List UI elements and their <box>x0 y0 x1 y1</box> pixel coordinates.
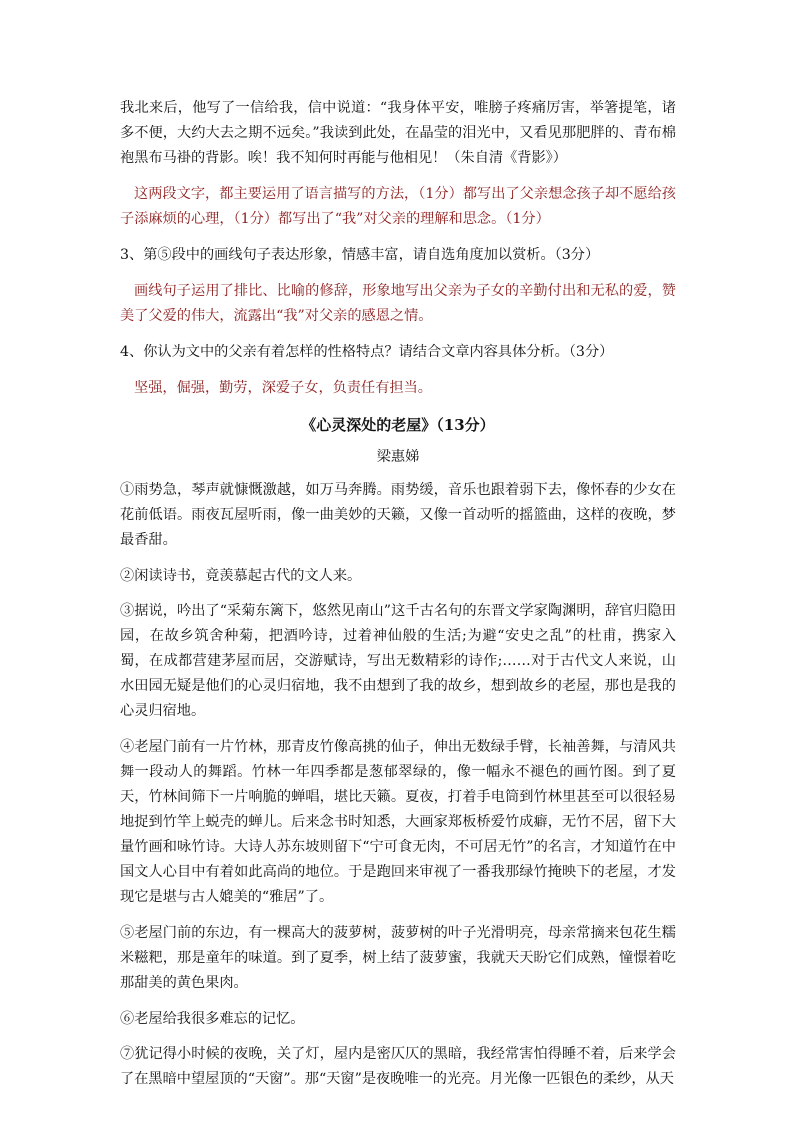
article-paragraph-1: ①雨势急，琴声就慷慨激越，如万马奔腾。雨势缓，音乐也跟着弱下去，像怀春的少女在花前低语。雨夜瓦屋听雨，像一曲美妙的天籁，又像一首动听的摇篮曲，这样的夜晚，梦最香甜。 <box>120 482 676 548</box>
answer-2: 这两段文字，都主要运用了语言描写的方法，（1分）都写出了父亲想念孩子却不愿给孩子添麻烦的心理，（1分）都写出了“我”对父亲的理解和思念。（1分） <box>120 186 676 227</box>
article-paragraph-7: ⑦犹记得小时候的夜晚，关了灯，屋内是密仄仄的黑暗，我经常害怕得睡不着，后来学会了在黑暗中望屋顶的“天窗”。那“天窗”是夜晚唯一的光亮。月光像一匹银色的柔纱，从天 <box>120 1046 676 1087</box>
quoted-letter-paragraph: 我北来后，他写了一信给我，信中说道：“我身体平安，唯膀子疼痛厉害，举箸提笔，诸多不便，大约大去之期不远矣。”我读到此处，在晶莹的泪光中，又看见那肥胖的、青布棉袍黑布马褂的背影。唉！我不知何时再能与他相见！（朱自清《背影》） <box>120 100 676 166</box>
question-4: 4、你认为文中的父亲有着怎样的性格特点？请结合文章内容具体分析。（3分） <box>120 344 614 360</box>
article-paragraph-5: ⑤老屋门前的东边，有一棵高大的菠萝树，菠萝树的叶子光滑明亮，母亲常摘来包花生糯米糍粑，那是童年的味道。到了夏季，树上结了菠萝蜜，我就天天盼它们成熟，憧憬着吃那甜美的黄色果肉。 <box>120 925 676 991</box>
article-author: 梁惠娣 <box>376 449 420 465</box>
article-title: 《心灵深处的老屋》（13分） <box>301 416 495 434</box>
answer-4: 坚强，倔强，勤劳，深爱子女，负责任有担当。 <box>134 380 432 396</box>
article-paragraph-2: ②闲读诗书，竟羡慕起古代的文人来。 <box>120 568 362 584</box>
document-page <box>120 96 676 1103</box>
article-paragraph-3: ③据说，吟出了“采菊东篱下，悠然见南山”这千古名句的东晋文学家陶渊明，辞官归隐田园，在故乡筑舍种菊，把酒吟诗，过着神仙般的生活;为避“安史之乱”的杜甫，携家入蜀，在成都营建茅屋而居，交游赋诗，写出无数精彩的诗作;……对于古代文人来说，山水田园无疑是他们的心灵归宿地，我不由想到了我的故乡，想到故乡的老屋，那也是我的心灵归宿地。 <box>120 603 676 719</box>
article-paragraph-6: ⑥老屋给我很多难忘的记忆。 <box>120 1011 305 1027</box>
answer-3: 画线句子运用了排比、比喻的修辞，形象地写出父亲为子女的辛勤付出和无私的爱，赞美了父爱的伟大，流露出“我”对父亲的感恩之情。 <box>120 283 676 324</box>
article-paragraph-4: ④老屋门前有一片竹林，那青皮竹像高挑的仙子，伸出无数绿手臂，长袖善舞，与清风共舞一段动人的舞蹈。竹林一年四季都是葱郁翠绿的，像一幅永不褪色的画竹图。到了夏天，竹林间筛下一片响脆的蝉唱，堪比天籁。夏夜，打着手电筒到竹林里甚至可以很轻易地捉到竹竿上蜕壳的蝉儿。后来念书时知悉，大画家郑板桥爱竹成癖，无竹不居，留下大量竹画和咏竹诗。大诗人苏东坡则留下“宁可食无肉，不可居无竹”的名言，才知道竹在中国文人心目中有着如此高尚的地位。于是跑回来审视了一番我那绿竹掩映下的老屋，才发现它是堪与古人媲美的“雅居”了。 <box>120 739 676 905</box>
question-3: 3、第⑤段中的画线句子表达形象，情感丰富，请自选角度加以赏析。（3分） <box>120 247 600 263</box>
